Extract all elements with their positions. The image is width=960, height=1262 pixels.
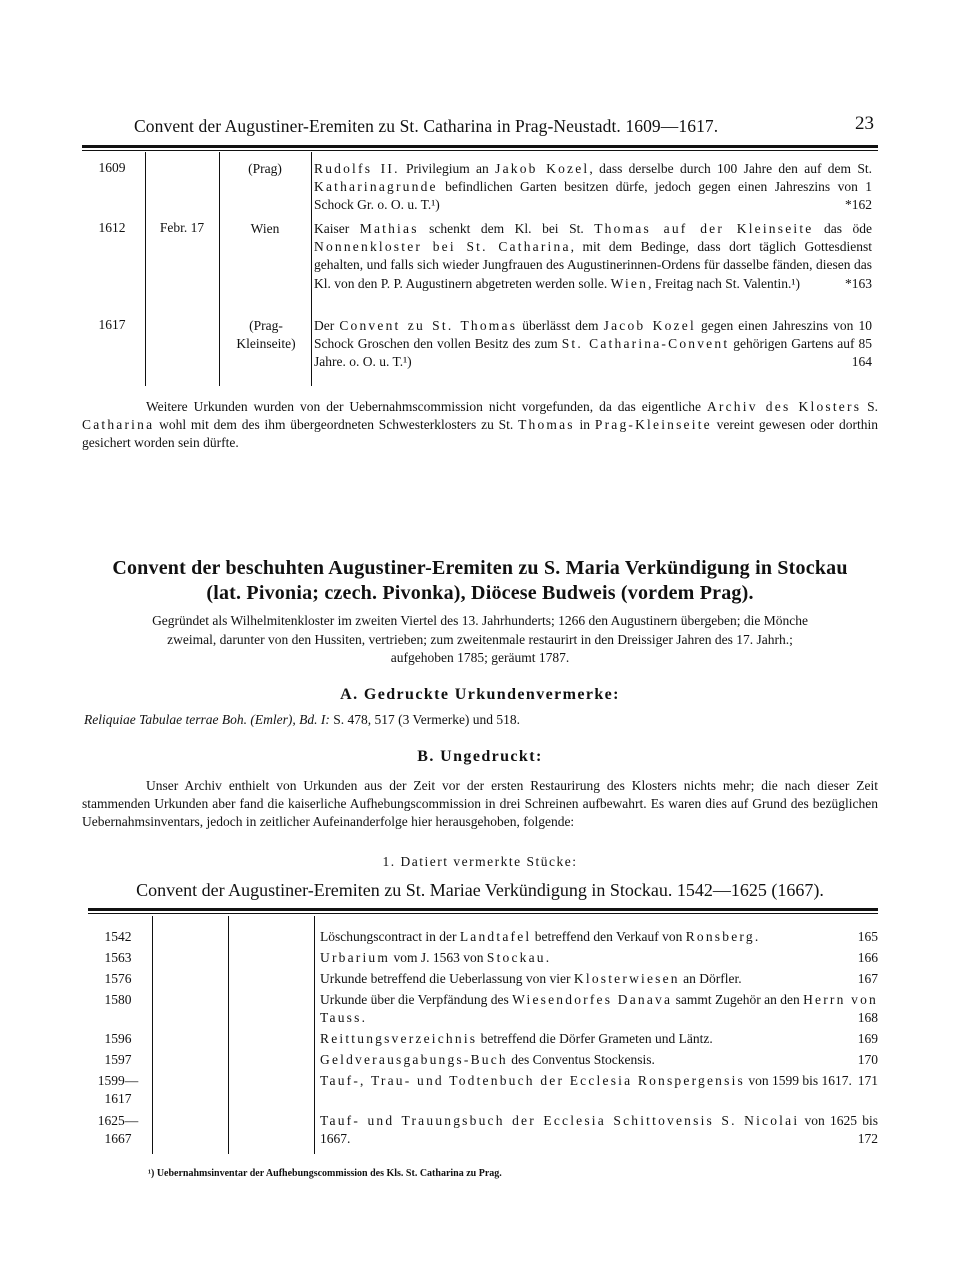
row-regest (320, 949, 878, 967)
row-year: 1580 (104, 992, 132, 1007)
text: das öde (813, 221, 873, 236)
text: gegen einen Jahreszins von 10 Schock Groschen den vollen Besitz des zum (314, 318, 873, 352)
row-regest (314, 220, 872, 293)
regest-number: 169 (857, 1031, 878, 1046)
text: in (574, 417, 595, 432)
running-title: Convent der Augustiner-Eremiten zu St. Catharina in Prag-Neustadt. 1609—1617. (134, 116, 719, 136)
regest-number: 171 (857, 1073, 878, 1088)
text: . (361, 1010, 365, 1025)
text-spaced: Herrn von Tauss (320, 992, 878, 1025)
text: betreffend die Dörfer Grameten und Läntz. (477, 1031, 713, 1046)
heading-printed-records: A. Gedruckte Urkundenvermerke: (340, 686, 620, 703)
text-spaced: Nonnenkloster bei St. Catharina (314, 239, 571, 255)
founding-note (82, 612, 878, 668)
column-rule (152, 916, 153, 1154)
regest-number: *162 (845, 197, 872, 213)
text-spaced: Ronsberg (685, 929, 755, 944)
text: an Dörfler. (679, 971, 742, 986)
text: Der (314, 318, 340, 333)
text: überlässt dem (517, 318, 604, 333)
text-spaced: Tauf-, Trau- und Todtenbuch der Ecclesia Ronspergensis (320, 1073, 745, 1088)
text-spaced: St. Catharina-Convent (561, 336, 730, 352)
section-title-line1: Convent der beschuhten Augustiner-Eremiten zu S. Maria Verkündigung in Stockau (112, 557, 848, 579)
text-spaced: Mathias (359, 221, 419, 236)
founding-line: Gegründet als Wilhelmitenkloster im zweiten Viertel des 13. Jahrhunderts; 1266 den Augustinern übergeben; die Mönche (152, 613, 808, 628)
row-regest (320, 928, 878, 946)
table2-rule-thin (88, 913, 878, 914)
text: , dass derselbe durch 100 Jahre den auf dem St. (589, 161, 872, 176)
text: sammt Zugehör an den (672, 992, 804, 1007)
row-year: 1563 (104, 950, 132, 965)
charter-table-2 (88, 916, 880, 1156)
page-number: 23 (855, 113, 874, 134)
text: vereint gewesen oder dorthin gesichert worden sein dürfte. (82, 417, 878, 450)
year-end: 1617 (104, 1091, 132, 1106)
row-regest (314, 317, 872, 372)
column-rule (314, 916, 315, 1154)
charter-table-1 (82, 152, 878, 388)
header-rule-thin (82, 150, 878, 151)
row-place: (Prag) (248, 161, 282, 176)
row-year: 1612 (98, 220, 126, 235)
text: Urkunde über die Verpfändung des (320, 992, 513, 1007)
unprinted-paragraph: Unser Archiv enthielt von Urkunden aus der Zeit vor der ersten Restaurirung des Klosters nichts mehr; die nach dieser Zeit stammenden Urkunden aber fand die kaiserliche Aufhebungscommission in drei Schreinen aufbewahrt. Es waren dies auf Grund des bezüglichen Uebernahmsinventars, jedoch in zeitlicher Aufeinanderfolge hier herausgehoben, folgende: (82, 778, 878, 829)
founding-line: zweimal, darunter von den Hussiten, vertrieben; zum zweitenmale restaurirt in den Dreissiger Jahren des 17. Jahrh.; (167, 631, 793, 647)
row-regest (320, 1051, 878, 1069)
regest-number: 165 (857, 929, 878, 944)
row-day: Febr. 17 (159, 220, 205, 235)
row-regest (320, 1072, 878, 1090)
reliquiae-line (84, 712, 520, 728)
text: , Freitag nach St. Valentin.¹) (648, 275, 800, 291)
text-spaced: Thomas auf der Kleinseite (594, 221, 814, 236)
source-title: Reliquiae Tabulae terrae Boh. (Emler), Bd. I: (84, 712, 330, 727)
text-spaced: Geldverausgabungs-Buch (320, 1052, 508, 1067)
text-spaced: Jakob Kozel (495, 161, 590, 176)
text-spaced: Thomas (518, 417, 575, 432)
text-spaced: Rudolfs II. (314, 161, 400, 176)
subheading-dated-items: 1. Datiert vermerkte Stücke: (382, 854, 578, 869)
text: wohl mit dem des ihm übergeordneten Schwesterklosters zu St. (154, 417, 519, 432)
row-regest (320, 970, 878, 988)
text-spaced: Catharina (82, 417, 155, 432)
row-regest (320, 991, 878, 1027)
source-pages: S. 478, 517 (3 Vermerke) und 518. (329, 712, 521, 727)
column-rule (145, 152, 146, 386)
text: von 1625 bis 1667. (320, 1113, 878, 1146)
text: vom J. 1563 von (390, 950, 487, 965)
regest-number: 168 (857, 1010, 878, 1025)
text-spaced: Reittungsverzeichnis (320, 1031, 478, 1046)
regest-number: *163 (845, 275, 872, 291)
text: . (545, 950, 550, 965)
row-year: 1617 (98, 317, 126, 332)
text-spaced: Katharinagrunde (314, 179, 438, 195)
text-spaced: Archiv des Klosters (706, 399, 862, 414)
regest-number: 167 (857, 971, 878, 986)
text-spaced: Stockau (486, 950, 546, 965)
text: Weitere Urkunden wurden von der Uebernahmscommission nicht vorgefunden, da das eigentliche (146, 399, 707, 414)
regest-number: 170 (857, 1052, 878, 1067)
text: . (754, 929, 759, 944)
column-rule (219, 152, 220, 386)
table-2-title: Convent der Augustiner-Eremiten zu St. Mariae Verkündigung in Stockau. 1542—1625 (1667). (136, 880, 824, 900)
text: schenkt dem Kl. bei St. (418, 221, 595, 236)
row-place: Wien (250, 221, 280, 236)
text: des Conventus Stockensis. (507, 1052, 655, 1067)
running-header (82, 113, 878, 140)
regest-number: 164 (851, 354, 872, 370)
footnote: ¹) Uebernahmsinventar der Aufhebungscommission des Kls. St. Catharina zu Prag. (148, 1168, 502, 1179)
row-place: (Prag-Kleinseite) (236, 318, 296, 351)
text: , mit dem Bedinge, dass dort täglich Gottesdienst gehalten, und falls sich wieder Jungfrauen des Augustinerinnen-Ordens für dasselbe fänden, diesen das Kl. von den P. P. Augustinern abgetreten werden solle. (314, 239, 872, 291)
section-title-line2: (lat. Pivonia; czech. Pivonka), Diöcese Budweis (vordem Prag). (206, 582, 754, 604)
text: betreffend den Verkauf von (531, 929, 686, 944)
text-spaced: Convent zu St. Thomas (339, 318, 518, 333)
row-year: 1596 (104, 1031, 132, 1046)
heading-unprinted: B. Ungedruckt: (417, 748, 543, 765)
text: Urkunde betreffend die Ueberlassung von vier (320, 971, 574, 986)
table2-rule-thick (88, 908, 878, 911)
row-year: 1542 (104, 929, 132, 944)
text: Löschungscontract in der (320, 929, 460, 944)
founding-line: aufgehoben 1785; geräumt 1787. (390, 650, 570, 665)
text-spaced: Klosterwiesen (573, 971, 680, 986)
text: befindlichen Garten besitzen dürfe, jedoch gegen einen Jahreszins von 1 Schock Gr. o. O. u. T.¹) (314, 179, 872, 213)
text: von 1599 bis 1617. (744, 1073, 852, 1088)
row-regest (320, 1030, 878, 1048)
header-rule-thick (82, 145, 878, 148)
row-regest (320, 1112, 878, 1148)
regest-number: 166 (857, 950, 878, 965)
text: Kaiser (314, 221, 360, 236)
row-year: 1609 (98, 160, 126, 175)
text-spaced: Wiesendorfes Danava (512, 992, 673, 1007)
row-year: 1597 (104, 1052, 132, 1067)
text-spaced: Wien (610, 275, 649, 291)
text-spaced: Urbarium (320, 950, 391, 965)
text-spaced: Landtafel (459, 929, 532, 944)
text: Privilegium an (399, 161, 496, 176)
text-spaced: Tauf- und Trauungsbuch der Ecclesia Schittovensis S. Nicolai (320, 1113, 800, 1128)
regest-number: 172 (857, 1131, 878, 1146)
text: gehörigen Gartens auf 85 Jahre. o. O. u. T.¹) (314, 336, 872, 370)
year-end: 1667 (104, 1131, 132, 1146)
row-year (88, 1112, 148, 1148)
text: S. (861, 399, 878, 414)
text-spaced: Prag-Kleinseite (594, 417, 712, 432)
year-start: 1625— (97, 1113, 139, 1128)
text-spaced: Jacob Kozel (603, 318, 696, 333)
row-year: 1576 (104, 971, 132, 986)
column-rule (311, 152, 312, 386)
column-rule (228, 916, 229, 1154)
row-year (88, 1072, 148, 1108)
archive-note-paragraph (82, 398, 878, 452)
row-regest (314, 160, 872, 215)
year-start: 1599— (97, 1073, 139, 1088)
